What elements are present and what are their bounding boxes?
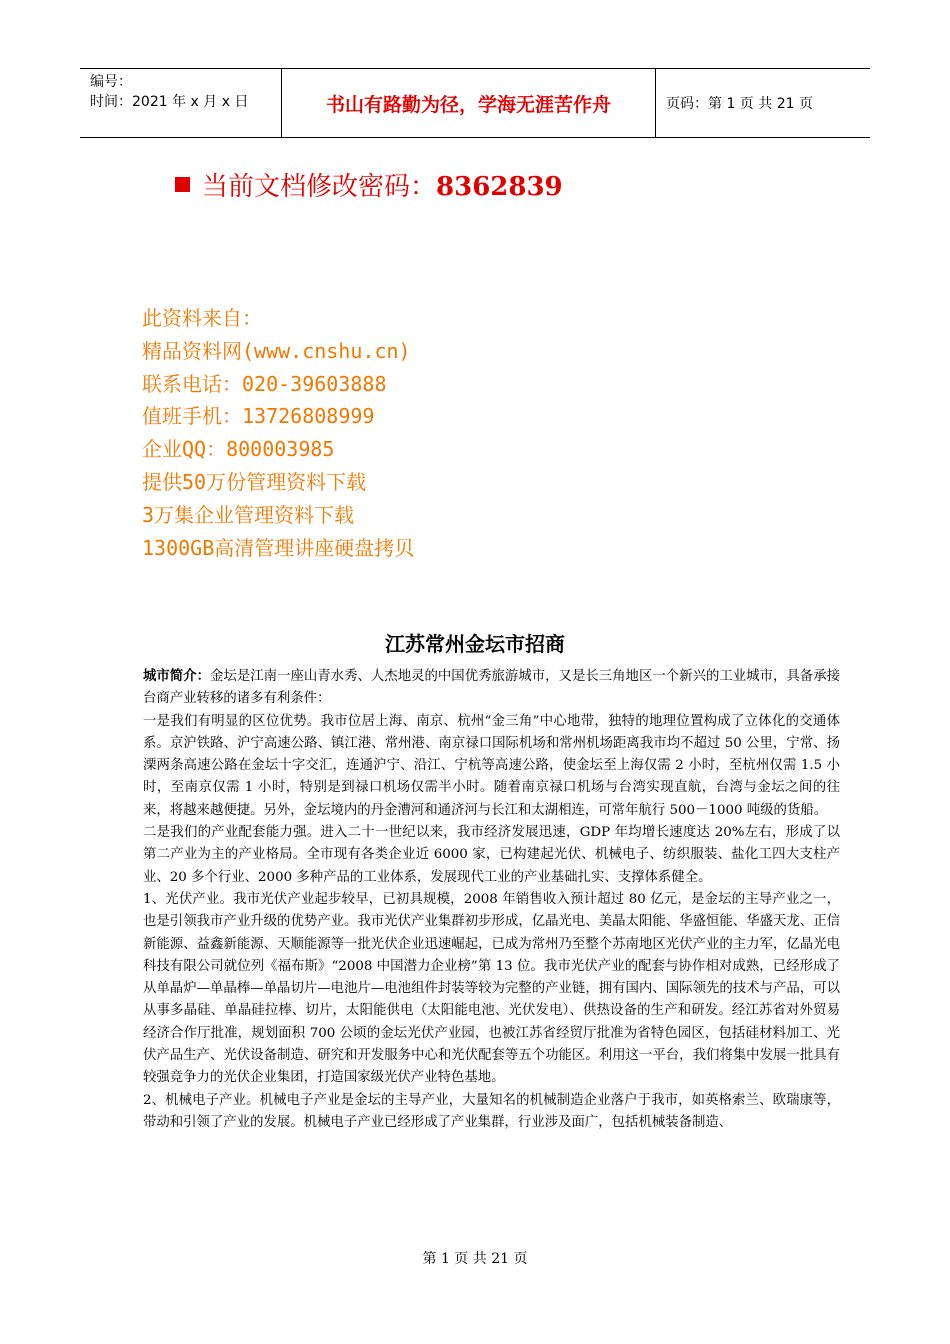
source-line: 值班手机：13726808999 [142,404,375,429]
password-code: 8362839 [436,172,563,202]
intro-label: 城市简介： [143,669,211,684]
document-body [143,666,840,1134]
page-footer: 第 1 页 共 21 页 [422,1251,528,1267]
body-paragraph: 2、机械电子产业。机械电子产业是金坛的主导产业，大量知名的机械制造企业落户于我市，如英格索兰、欧瑞康等，带动和引领了产业的发展。机械电子产业已经形成了产业集群，行业涉及面广，包括机械装备制造、 [143,1092,840,1130]
header-table [80,68,870,138]
source-line: 精品资料网(www.cnshu.cn) [142,338,411,363]
header-left-cell [80,69,282,137]
header-motto: 书山有路勤为径，学海无涯苦作舟 [282,69,656,137]
time-label: 时间：2021 年 x 月 x 日 [90,94,249,110]
source-line: 提供50万份管理资料下载 [142,469,367,494]
source-line: 企业QQ：800003985 [142,437,335,462]
header-page-label: 页码：第 1 页 共 21 页 [666,96,813,112]
source-line: 3万集企业管理资料下载 [142,502,355,527]
square-bullet-icon [175,177,190,192]
body-paragraph: 一是我们有明显的区位优势。我市位居上海、南京、杭州“金三角”中心地带，独特的地理位置构成了立体化的交通体系。京沪铁路、沪宁高速公路、镇江港、常州港、南京禄口国际机场和常州机场距离我市均不超过 50 公里，宁常、扬溧两条高速公路在金坛十字交汇，连通沪宁、沿江、宁杭等高速公路，使金坛至上海仅需 2 小时，至杭州仅需 1.5 小时，至南京仅需 1 小时，特别是到禄口机场仅需半小时。随着南京禄口机场与台湾实现直航，台湾与金坛之间的往来，将越来越便捷。另外，金坛境内的丹金漕河和通济河与长江和太湖相连，可常年航行 500－1000 吨级的货船。 [143,713,840,818]
source-info [142,302,414,564]
body-paragraph: 二是我们的产业配套能力强。进入二十一世纪以来，我市经济发展迅速，GDP 年均增长速度达 20%左右，形成了以第二产业为主的产业格局。全市现有各类企业近 6000 家，已构建起光伏、机械电子、纺织服装、盐化工四大支柱产业、20 多个行业、2000 多种产品的工业体系，发展现代工业的产业基础扎实、支撑体系健全。 [143,825,840,885]
document-title: 江苏常州金坛市招商 [385,632,565,656]
body-paragraph: 1、光伏产业。我市光伏产业起步较早，已初具规模，2008 年销售收入预计超过 80 亿元，是金坛的主导产业之一，也是引领我市产业升级的优势产业。我市光伏产业集群初步形成，亿晶光电、美晶太阳能、华盛恒能、华盛天龙、正信新能源、益鑫新能源、天顺能源等一批光伏企业迅速崛起，已成为常州乃至整个苏南地区光伏产业的主力军，亿晶光电科技有限公司就位列《福布斯》“2008 中国潜力企业榜”第 13 位。我市光伏产业的配套与协作相对成熟，已经形成了从单晶炉—单晶棒—单晶切片—电池片—电池组件封装等较为完整的产业链，拥有国内、国际领先的技术与产品，可以从事多晶硅、单晶硅拉棒、切片，太阳能供电（太阳能电池、光伏发电）、供热设备的生产和研发。经江苏省对外贸易经济合作厅批准，规划面积 700 公顷的金坛光伏产业园，也被江苏省经贸厅批准为省特色园区，包括硅材料加工、光伏产品生产、光伏设备制造、研究和开发服务中心和光伏配套等五个功能区。利用这一平台，我们将集中发展一批具有较强竞争力的光伏企业集团，打造国家级光伏产业特色基地。 [143,891,840,1086]
intro-text: 金坛是江南一座山青水秀、人杰地灵的中国优秀旅游城市，又是长三角地区一个新兴的工业城市，具备承接台商产业转移的诸多有利条件： [143,669,841,707]
source-line: 1300GB高清管理讲座硬盘拷贝 [142,535,415,560]
intro-paragraph [143,666,840,711]
source-line: 此资料来自： [142,306,262,330]
number-label: 编号： [90,74,132,90]
source-line: 联系电话：020-39603888 [142,371,387,396]
password-line [175,166,563,203]
password-label: 当前文档修改密码： [202,172,437,202]
